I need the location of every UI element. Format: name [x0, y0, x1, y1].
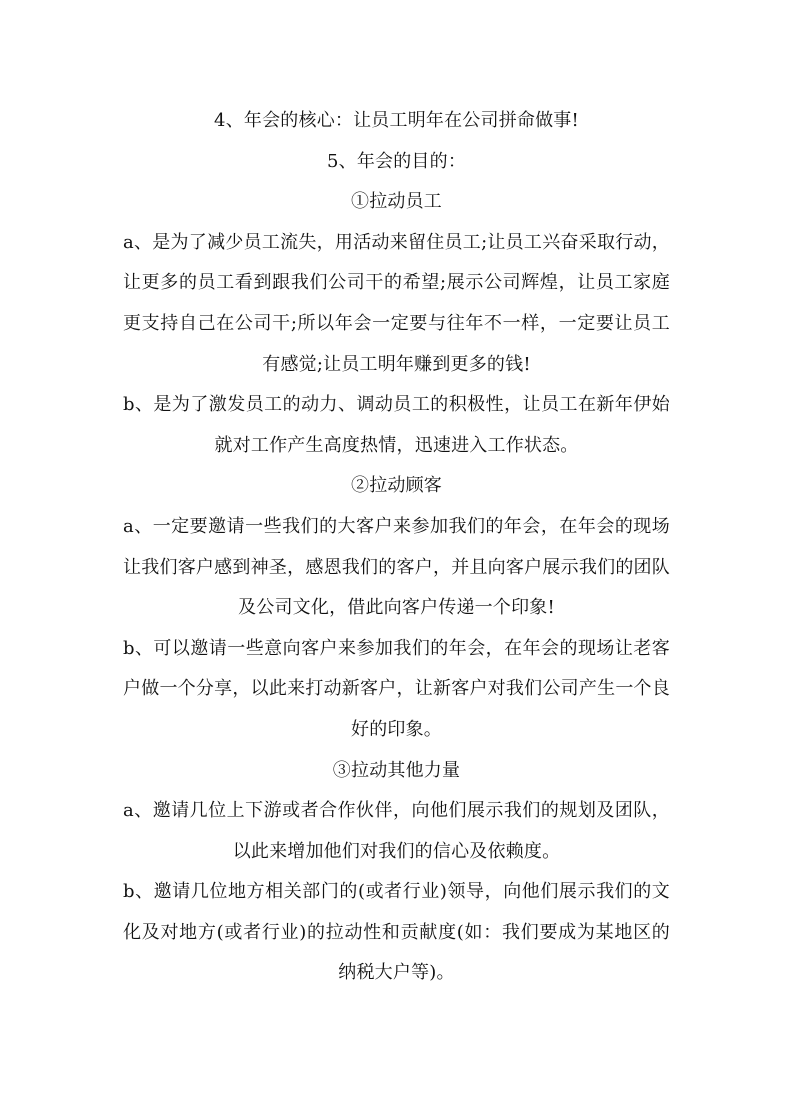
subheading-engage-other-forces: ③拉动其他力量: [332, 759, 461, 781]
paragraph-employees-a: a、是为了减少员工流失，用活动来留住员工;让员工兴奋采取行动，让更多的员工看到跟我们公司干的希望;展示公司辉煌，让员工家庭更支持自己在公司干;所以年会一定要与往年不一样，一定要让员工有感觉;让员工明年赚到更多的钱!: [123, 231, 670, 375]
paragraph-customers-a: a、一定要邀请一些我们的大客户来参加我们的年会，在年会的现场让我们客户感到神圣，感恩我们的客户，并且向客户展示我们的团队及公司文化，借此向客户传递一个印象!: [123, 515, 670, 619]
paragraph-annual-meeting-purpose-heading: 5、年会的目的：: [326, 150, 467, 172]
paragraph-annual-meeting-core: 4、年会的核心：让员工明年在公司拼命做事!: [214, 110, 579, 131]
subheading-engage-employees: ①拉动员工: [351, 191, 442, 213]
paragraph-other-forces-a: a、邀请几位上下游或者合作伙伴，向他们展示我们的规划及团队，以此来增加他们对我们的信心及依赖度。: [123, 800, 670, 862]
document-body: [123, 101, 670, 994]
paragraph-employees-b: b、是为了激发员工的动力、调动员工的积极性，让员工在新年伊始就对工作产生高度热情，迅速进入工作状态。: [123, 394, 670, 456]
paragraph-other-forces-b: b、邀请几位地方相关部门的(或者行业)领导，向他们展示我们的文化及对地方(或者行业)的拉动性和贡献度(如：我们要成为某地区的纳税大户等)。: [123, 881, 670, 984]
paragraph-customers-b: b、可以邀请一些意向客户来参加我们的年会，在年会的现场让老客户做一个分享，以此来打动新客户，让新客户对我们公司产生一个良好的印象。: [123, 637, 670, 740]
subheading-engage-customers: ②拉动顾客: [351, 475, 442, 497]
